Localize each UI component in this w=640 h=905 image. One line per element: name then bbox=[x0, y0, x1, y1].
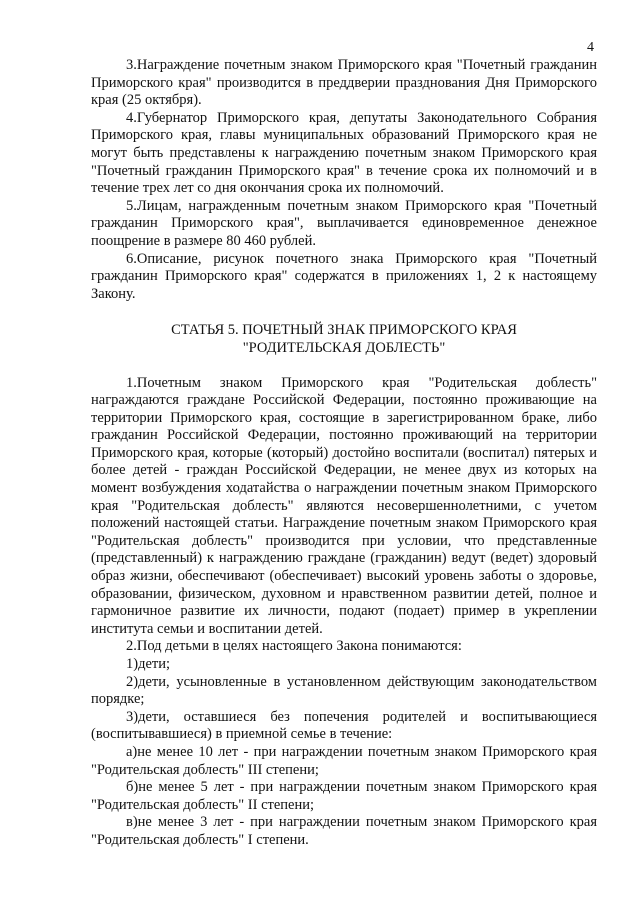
paragraph-3: 3.Награждение почетным знаком Приморского края "Почетный гражданин Приморского края" производится в преддверии празднования Дня Приморского края (25 октября). bbox=[91, 57, 597, 109]
list-item-2: 2)дети, усыновленные в установленном действующим законодательством порядке; bbox=[91, 673, 597, 708]
page-number: 4 bbox=[587, 40, 594, 55]
article-title-line-1: СТАТЬЯ 5. ПОЧЕТНЫЙ ЗНАК ПРИМОРСКОГО КРАЯ bbox=[171, 322, 517, 339]
list-subitem-a: а)не менее 10 лет - при награждении почетным знаком Приморского края "Родительская доблесть" III степени; bbox=[91, 743, 597, 778]
article-heading bbox=[91, 322, 597, 357]
paragraph-6: 6.Описание, рисунок почетного знака Приморского края "Почетный гражданин Приморского края" содержатся в приложениях 1, 2 к настоящему Закону. bbox=[91, 250, 597, 302]
document-body bbox=[91, 57, 597, 850]
list-subitem-b: б)не менее 5 лет - при награждении почетным знаком Приморского края "Родительская доблесть" II степени; bbox=[91, 779, 597, 813]
paragraph-4: 4.Губернатор Приморского края, депутаты Законодательного Собрания Приморского края, главы муниципальных образований Приморского края не могут быть представлены к награждению почетным знаком Приморского края "Почетный гражданин Приморского края" в течение срока их полномочий и в течение трех лет со дня окончания срока их полномочий. bbox=[91, 109, 597, 197]
list-subitem-v: в)не менее 3 лет - при награждении почетным знаком Приморского края "Родительская доблесть" I степени. bbox=[91, 814, 597, 848]
article-paragraph-2: 2.Под детьми в целях настоящего Закона понимаются: bbox=[126, 638, 462, 655]
article-title-line-2: "РОДИТЕЛЬСКАЯ ДОБЛЕСТЬ" bbox=[242, 339, 446, 356]
list-item-1: 1)дети; bbox=[126, 656, 171, 672]
article-paragraph-1: 1.Почетным знаком Приморского края "Родительская доблесть" награждаются граждане Российской Федерации, постоянно проживающие на территории Приморского края, состоящие в зарегистрированном браке, либо гражданин Российской Федерации, постоянно проживающий на территории Приморского края, которые (который) достойно воспитали (воспитал) пятерых и более детей - граждан Российской Федерации, не менее двух из которых на момент возбуждения ходатайства о награждении почетным знаком Приморского края "Родительская доблесть" являются несовершеннолетними, с учетом положений настоящей статьи. Награждение почетным знаком Приморского края "Родительская доблесть" производится при условии, что представленные (представленный) к награждению граждане (гражданин) ведут (ведет) здоровый образ жизни, обеспечивают (обеспечивает) высокий уровень заботы о здоровье, образовании, физическом, духовном и нравственном развитии детей, полное и гармоничное развитие их личности, подают (подает) пример в укреплении института семьи и воспитании детей. bbox=[91, 374, 597, 637]
paragraph-5: 5.Лицам, награжденным почетным знаком Приморского края "Почетный гражданин Приморского края", выплачивается единовременное денежное поощрение в размере 80 460 рублей. bbox=[91, 197, 597, 249]
list-item-3: 3)дети, оставшиеся без попечения родителей и воспитывающиеся (воспитывавшиеся) в приемной семье в течение: bbox=[91, 708, 597, 743]
